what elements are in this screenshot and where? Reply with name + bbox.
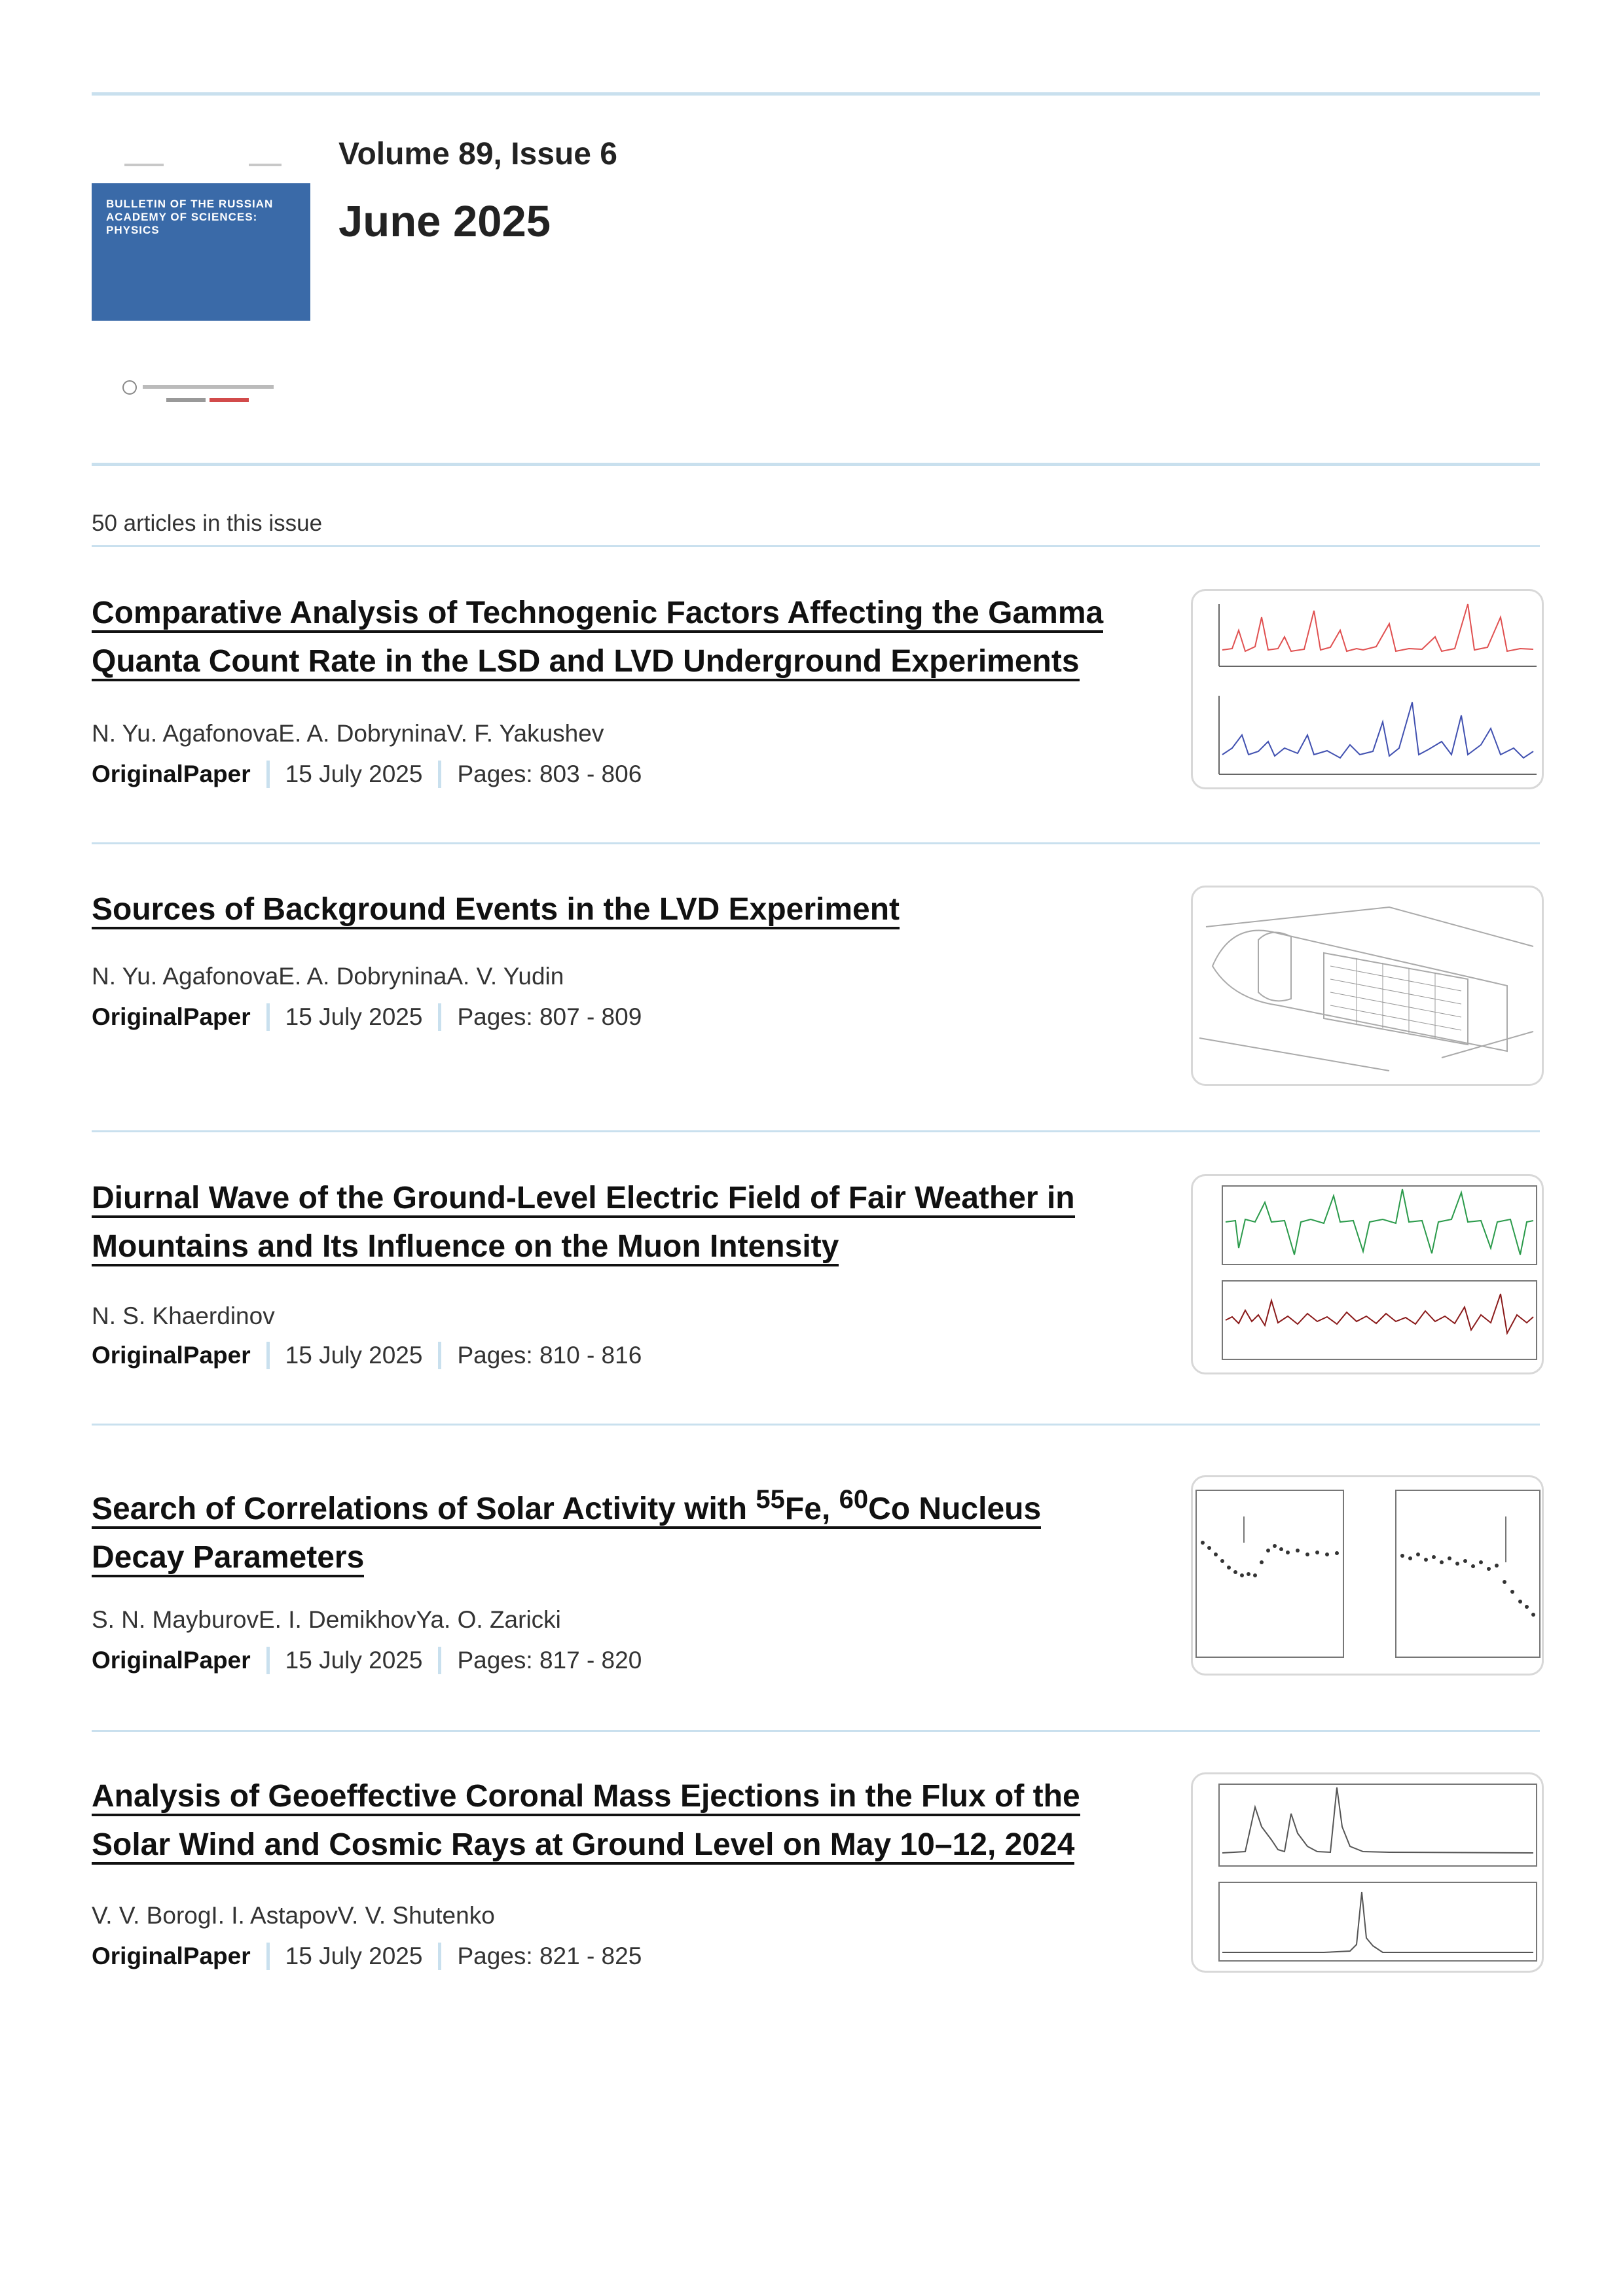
thumbnail-detector-drawing: [1193, 888, 1542, 1084]
article-authors: S. N. MayburovE. I. DemikhovYa. O. Zaricki: [92, 1606, 561, 1633]
article-thumbnail[interactable]: [1191, 1174, 1544, 1374]
article-divider: [92, 1424, 1540, 1426]
article-thumbnail[interactable]: [1191, 1772, 1544, 1973]
cover-journal-title: BULLETIN OF THE RUSSIAN ACADEMY OF SCIENCES: PHYSICS: [106, 198, 274, 236]
journal-cover-image[interactable]: [92, 137, 310, 425]
list-divider: [92, 545, 1540, 547]
article-pages: Pages: 810 - 816: [457, 1342, 642, 1369]
article-item: [92, 1475, 1540, 1685]
article-pages: Pages: 817 - 820: [457, 1647, 642, 1674]
cover-header-line: [249, 164, 282, 166]
publisher-logo-icon: [120, 378, 284, 410]
article-authors: N. Yu. AgafonovaE. A. DobryninaV. F. Yakushev: [92, 720, 604, 747]
isotope-mass-co: 60: [839, 1485, 869, 1514]
article-meta: [92, 1647, 642, 1674]
meta-separator: [266, 1003, 270, 1031]
meta-separator: [266, 1342, 270, 1369]
article-authors: V. V. BorogI. I. AstapovV. V. Shutenko: [92, 1902, 495, 1929]
issue-volume: Volume 89, Issue 6: [338, 137, 617, 171]
article-title-line[interactable]: Analysis of Geoeffective Coronal Mass Ejections in the Flux of the: [92, 1779, 1080, 1816]
article-item: [92, 1174, 1540, 1384]
article-count: 50 articles in this issue: [92, 511, 323, 536]
article-authors: N. Yu. AgafonovaE. A. DobryninaA. V. Yudin: [92, 963, 564, 990]
article-item: [92, 1772, 1540, 1982]
title-text-prefix[interactable]: Search of Correlations of Solar Activity with: [92, 1492, 756, 1526]
top-divider: [92, 92, 1540, 96]
meta-separator: [266, 1943, 270, 1970]
article-date: 15 July 2025: [285, 1943, 423, 1969]
article-pages: Pages: 803 - 806: [457, 761, 642, 787]
article-title-line[interactable]: Decay Parameters: [92, 1540, 364, 1577]
thumbnail-plot-cme: [1193, 1774, 1542, 1971]
article-title-line[interactable]: Comparative Analysis of Technogenic Factors Affecting the Gamma: [92, 596, 1103, 633]
article-title-line[interactable]: Quanta Count Rate in the LSD and LVD Underground Experiments: [92, 644, 1080, 681]
meta-separator: [438, 1342, 441, 1369]
article-title[interactable]: [92, 589, 1159, 686]
meta-separator: [438, 1647, 441, 1674]
article-authors: N. S. Khaerdinov: [92, 1302, 275, 1329]
article-meta: [92, 761, 642, 788]
article-date: 15 July 2025: [285, 1003, 423, 1030]
header-divider: [92, 463, 1540, 466]
article-type: OriginalPaper: [92, 1943, 251, 1969]
article-type: OriginalPaper: [92, 1342, 251, 1369]
article-title-line[interactable]: Mountains and Its Influence on the Muon Intensity: [92, 1229, 839, 1266]
article-meta: [92, 1342, 642, 1369]
article-meta: [92, 1943, 642, 1970]
article-title[interactable]: [92, 1475, 1159, 1582]
article-title[interactable]: [92, 886, 1159, 934]
title-text-rest[interactable]: Co Nucleus: [868, 1492, 1042, 1526]
article-title[interactable]: [92, 1772, 1159, 1869]
article-title-line[interactable]: Diurnal Wave of the Ground-Level Electric Field of Fair Weather in: [92, 1181, 1075, 1218]
meta-separator: [266, 1647, 270, 1674]
article-title-line[interactable]: Solar Wind and Cosmic Rays at Ground Level on May 10–12, 2024: [92, 1827, 1074, 1865]
article-type: OriginalPaper: [92, 761, 251, 787]
cover-header-line: [124, 164, 164, 166]
thumbnail-plot-green-red: [1193, 1176, 1542, 1372]
article-date: 15 July 2025: [285, 1342, 423, 1369]
article-title-line[interactable]: Sources of Background Events in the LVD Experiment: [92, 892, 900, 929]
article-title-line[interactable]: [92, 1485, 1042, 1529]
article-date: 15 July 2025: [285, 1647, 423, 1674]
isotope-mass-fe: 55: [756, 1485, 785, 1514]
article-thumbnail[interactable]: [1191, 1475, 1544, 1676]
article-date: 15 July 2025: [285, 761, 423, 787]
title-text-mid[interactable]: Fe,: [784, 1492, 839, 1526]
issue-month: June 2025: [338, 197, 551, 246]
article-divider: [92, 842, 1540, 844]
article-divider: [92, 1130, 1540, 1132]
meta-separator: [438, 1003, 441, 1031]
article-meta: [92, 1003, 642, 1031]
article-pages: Pages: 821 - 825: [457, 1943, 642, 1969]
meta-separator: [266, 761, 270, 788]
article-pages: Pages: 807 - 809: [457, 1003, 642, 1030]
thumbnail-plot-red-blue: [1193, 591, 1542, 787]
article-type: OriginalPaper: [92, 1003, 251, 1030]
article-thumbnail[interactable]: [1191, 589, 1544, 789]
article-thumbnail[interactable]: [1191, 886, 1544, 1086]
cover-blue-panel: [92, 183, 310, 321]
article-type: OriginalPaper: [92, 1647, 251, 1674]
meta-separator: [438, 761, 441, 788]
article-title[interactable]: [92, 1174, 1159, 1271]
article-item: [92, 589, 1540, 798]
meta-separator: [438, 1943, 441, 1970]
thumbnail-plot-decay: [1193, 1477, 1542, 1674]
article-divider: [92, 1730, 1540, 1732]
article-item: [92, 886, 1540, 1082]
